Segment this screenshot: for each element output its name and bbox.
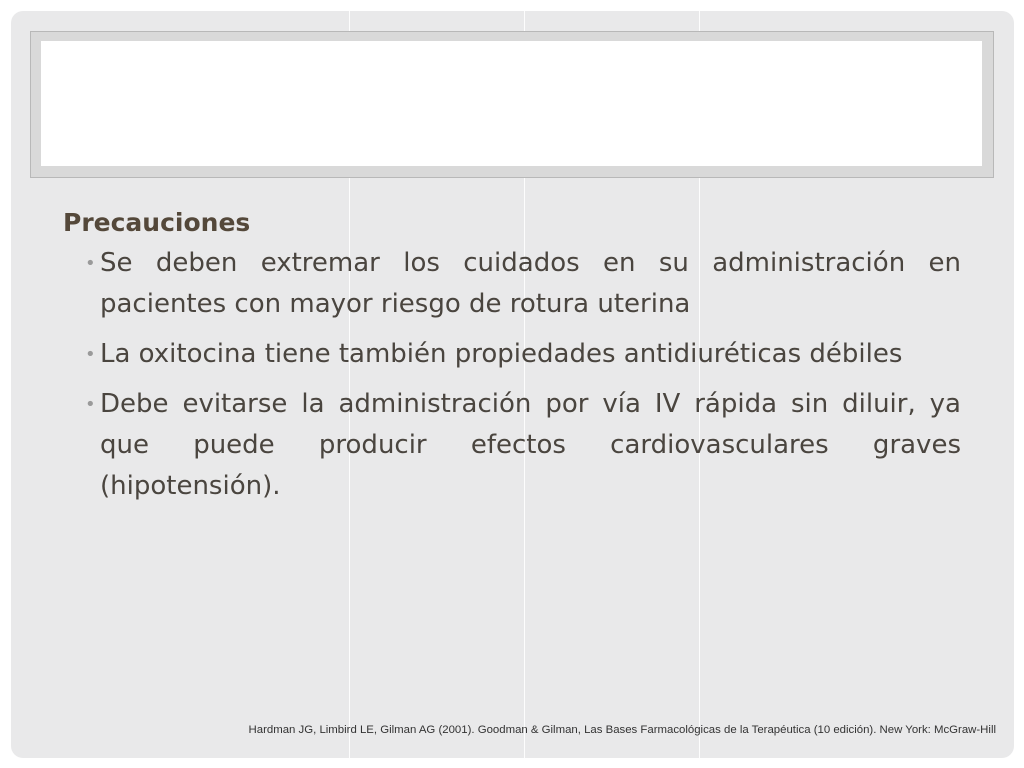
content-area: [63, 205, 961, 516]
title-placeholder-frame: [30, 31, 994, 178]
title-placeholder: [41, 41, 982, 166]
bullet-icon: •: [85, 344, 96, 365]
bullet-icon: •: [85, 253, 96, 274]
bullet-text: La oxitocina tiene también propiedades antidiuréticas débiles: [100, 339, 903, 369]
slide: [11, 11, 1014, 758]
bullet-item: [63, 334, 961, 375]
citation-footer: Hardman JG, Limbird LE, Gilman AG (2001). Goodman & Gilman, Las Bases Farmacológicas de la Terapéutica (10 edición). New York: McGraw-Hill: [248, 724, 996, 736]
bullet-list: [63, 243, 961, 507]
bullet-text: Debe evitarse la administración por vía IV rápida sin diluir, ya que puede producir efectos cardiovasculares graves (hipotensión).: [100, 389, 961, 501]
bullet-icon: •: [85, 394, 96, 415]
bullet-item: [63, 243, 961, 325]
bullet-item: [63, 384, 961, 507]
bullet-text: Se deben extremar los cuidados en su administración en pacientes con mayor riesgo de rotura uterina: [100, 248, 961, 319]
section-heading: Precauciones: [63, 208, 251, 237]
